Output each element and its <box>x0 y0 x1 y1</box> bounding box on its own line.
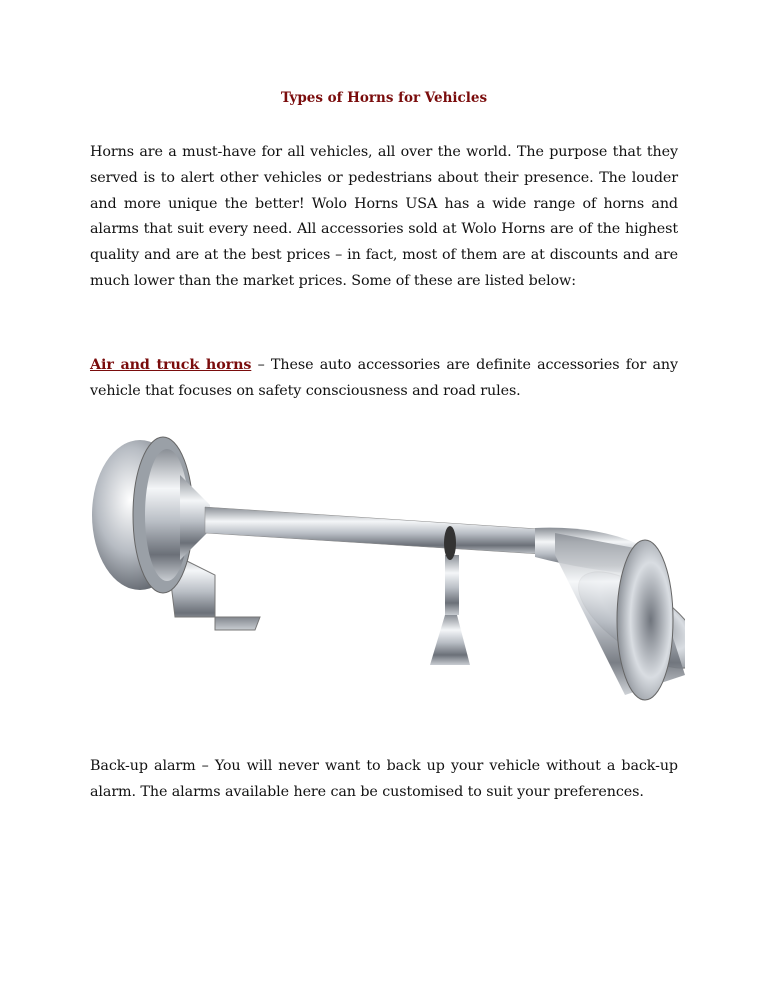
air-horn-image <box>85 425 685 710</box>
air-horns-description: – These auto accessories are definite accessories for any vehicle that focuses on safety consciousness and road rules. <box>90 357 678 399</box>
backup-alarm-paragraph: Back-up alarm – You will never want to back up your vehicle without a back-up alarm. The alarms available here can be customised to suit your preferences. <box>90 758 678 800</box>
intro-paragraph: Horns are a must-have for all vehicles, all over the world. The purpose that they served is to alert other vehicles or pedestrians about their presence. The louder and more unique the better! Wolo Horns USA has a wide range of horns and alarms that suit every need. All accessories sold at Wolo Horns are of the highest quality and are at the best prices – in fact, most of them are at discounts and are much lower than the market prices. Some of these are listed below: <box>90 144 678 289</box>
air-horns-paragraph <box>90 353 678 405</box>
air-horns-link[interactable]: Air and truck horns <box>90 357 252 373</box>
document-title: Types of Horns for Vehicles <box>280 90 488 106</box>
